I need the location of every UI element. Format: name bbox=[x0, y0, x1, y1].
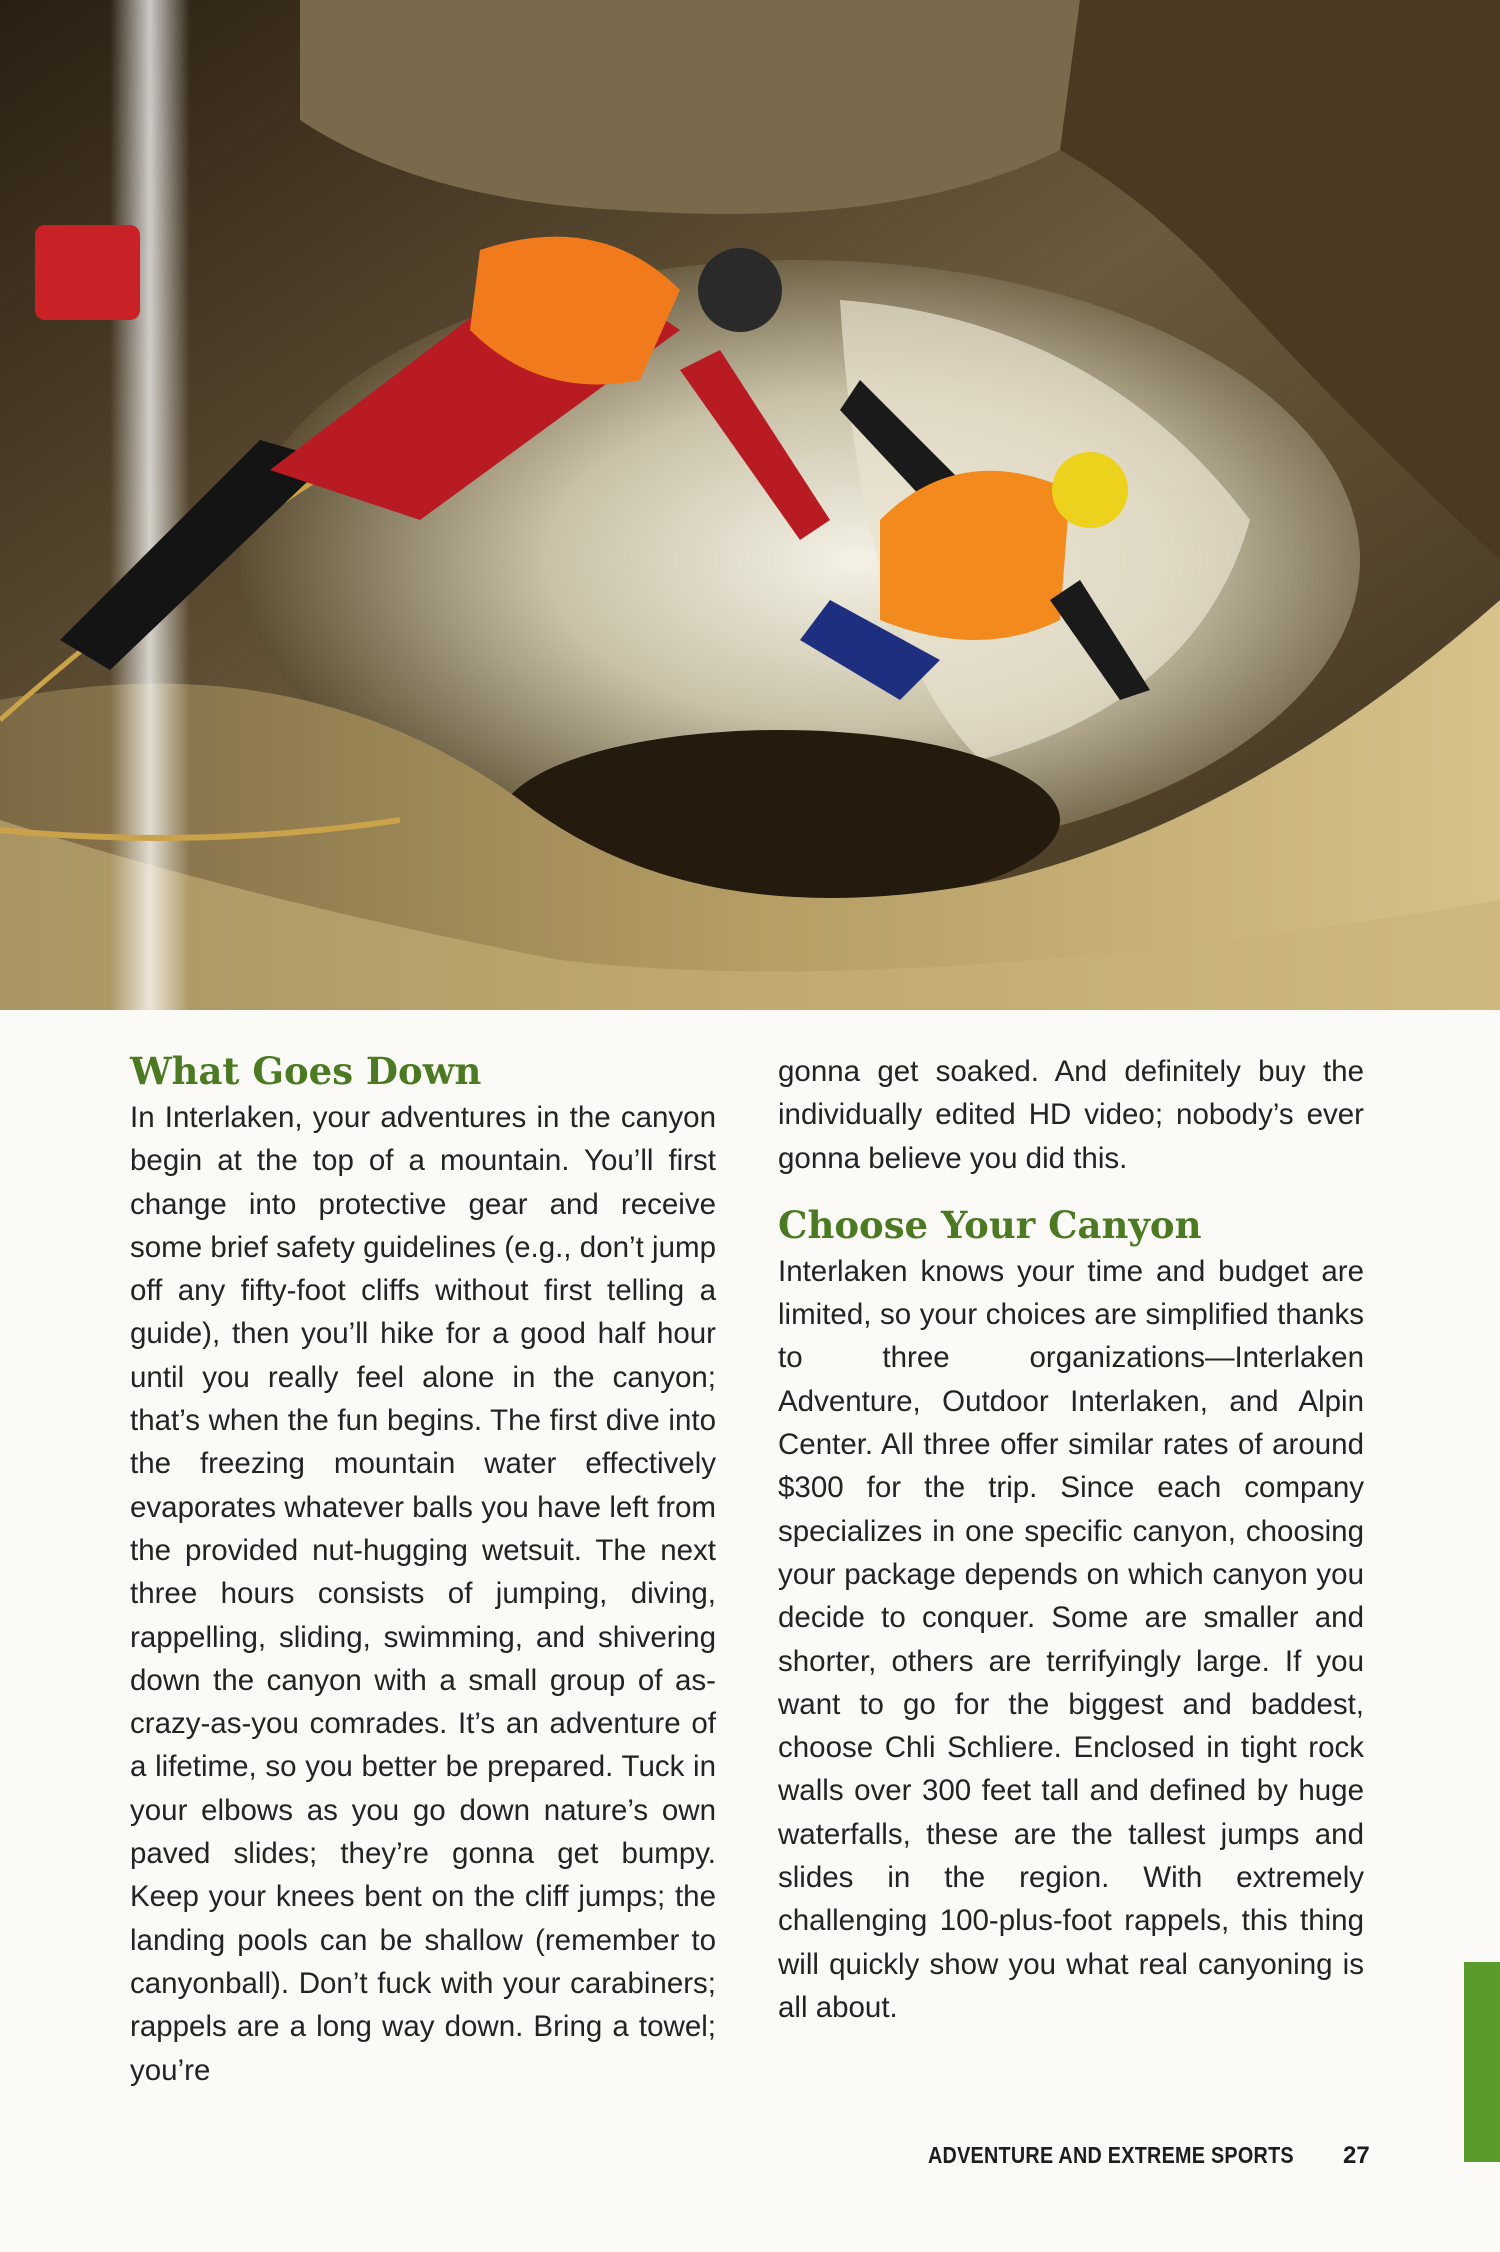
right-column bbox=[778, 1050, 1364, 2029]
heading-choose-your-canyon: Choose Your Canyon bbox=[778, 1202, 1202, 1247]
right-column-body: Interlaken knows your time and budget are limited, so your choices are simplified thanks to three organizations—Interlaken Adventure, Outdoor Interlaken, and Alpin Center. All three offer similar rates of around $300 for the trip. Since each company specializes in one specific canyon, choosing your package depends on which canyon you decide to conquer. Some are smaller and shorter, others are terrifyingly large. If you want to go for the biggest and baddest, choose Chli Schliere. Enclosed in tight rock walls over 300 feet tall and defined by huge waterfalls, these are the tallest jumps and slides in the region. With extremely challenging 100-plus-foot rappels, this thing will quickly show you what real canyoning is all about. bbox=[778, 1254, 1364, 2024]
chapter-thumb-tab bbox=[1464, 1962, 1500, 2162]
heading-what-goes-down: What Goes Down bbox=[130, 1049, 482, 1093]
page-number: 27 bbox=[1343, 2142, 1370, 2169]
left-column bbox=[130, 1048, 716, 2092]
left-column-body: In Interlaken, your adventures in the canyon begin at the top of a mountain. You’ll first change into protective gear and receive some brief safety guidelines (e.g., don’t jump off any fifty-foot cliffs without first telling a guide), then you’ll hike for a good half hour until you really feel alone in the canyon; that’s when the fun begins. The first dive into the freezing mountain water effectively evaporates whatever balls you have left from the provided nut-hugging wetsuit. The next three hours consists of jumping, diving, rappelling, sliding, swimming, and shivering down the canyon with a small group of as-crazy-as-you comrades. It’s an adventure of a lifetime, so you better be prepared. Tuck in your elbows as you go down nature’s own paved slides; they’re gonna get bumpy. Keep your knees bent on the cliff jumps; the landing pools can be shallow (remember to canyonball). Don’t fuck with your carabiners; rappels are a long way down. Bring a towel; you’re bbox=[130, 1101, 716, 2087]
right-column-continuation: gonna get soaked. And definitely buy the individually edited HD video; nobody’s ever gonna believe you did this. bbox=[778, 1055, 1364, 1175]
canyoning-photo bbox=[0, 0, 1500, 1010]
footer-section-title: ADVENTURE AND EXTREME SPORTS bbox=[928, 2142, 1294, 2168]
